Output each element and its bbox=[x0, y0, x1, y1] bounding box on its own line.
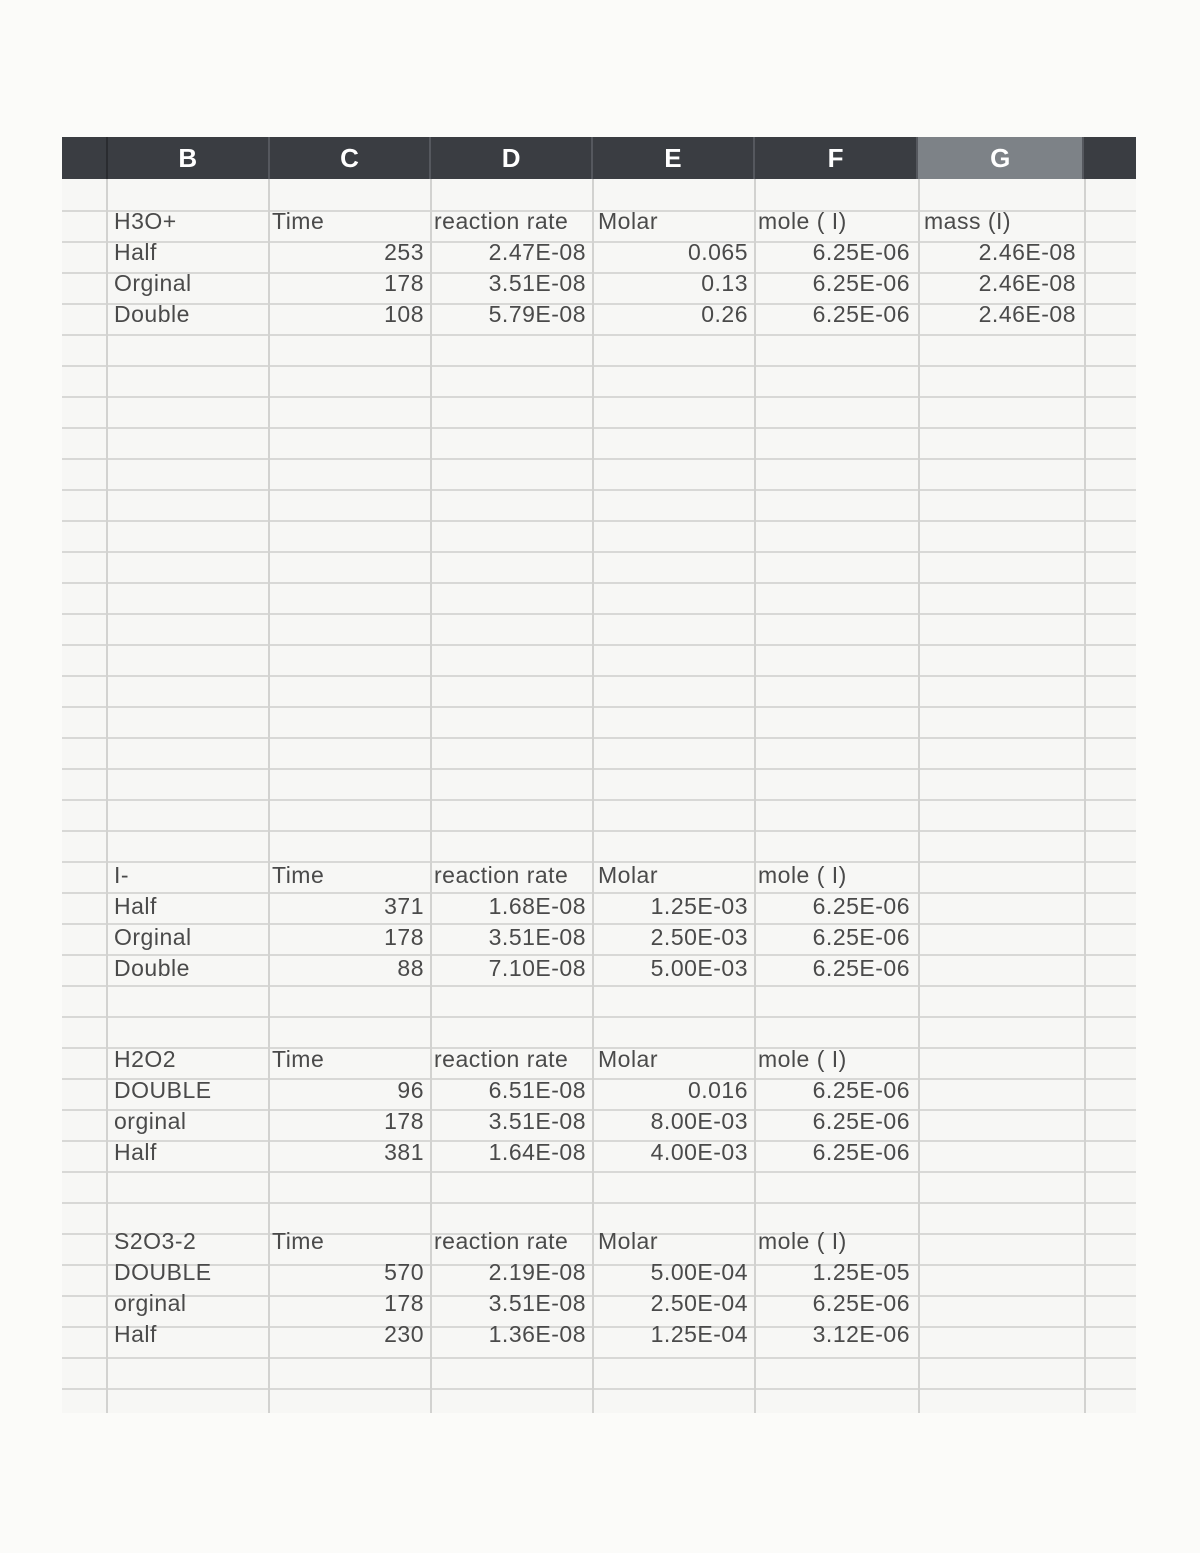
row-gridline bbox=[62, 737, 1136, 739]
value-cell[interactable]: 1.64E-08 bbox=[488, 1139, 586, 1165]
value-cell[interactable]: 2.19E-08 bbox=[488, 1259, 586, 1285]
row-label-cell[interactable]: Half bbox=[114, 893, 157, 919]
header-cell[interactable]: mole ( I) bbox=[758, 862, 847, 888]
value-cell[interactable]: 3.51E-08 bbox=[488, 1290, 586, 1316]
header-cell[interactable]: H2O2 bbox=[114, 1046, 177, 1072]
value-cell[interactable]: 6.25E-06 bbox=[812, 239, 910, 265]
row-gridline bbox=[62, 427, 1136, 429]
row-label-cell[interactable]: Orginal bbox=[114, 924, 192, 950]
value-cell[interactable]: 2.46E-08 bbox=[978, 301, 1076, 327]
value-cell[interactable]: 6.25E-06 bbox=[812, 924, 910, 950]
header-cell[interactable]: Molar bbox=[598, 208, 659, 234]
value-cell[interactable]: 6.25E-06 bbox=[812, 1077, 910, 1103]
column-gridline bbox=[754, 179, 756, 1413]
row-gridline bbox=[62, 706, 1136, 708]
value-cell[interactable]: 0.26 bbox=[701, 301, 748, 327]
header-cell[interactable]: reaction rate bbox=[434, 208, 569, 234]
header-cell[interactable]: mole ( I) bbox=[758, 1228, 847, 1254]
row-gridline bbox=[62, 365, 1136, 367]
value-cell[interactable]: 371 bbox=[384, 893, 424, 919]
row-gridline bbox=[62, 520, 1136, 522]
header-cell[interactable]: Molar bbox=[598, 1228, 659, 1254]
value-cell[interactable]: 2.50E-03 bbox=[650, 924, 748, 950]
value-cell[interactable]: 8.00E-03 bbox=[650, 1108, 748, 1134]
select-all-corner[interactable] bbox=[62, 137, 108, 179]
value-cell[interactable]: 178 bbox=[384, 924, 424, 950]
row-gridline bbox=[62, 1202, 1136, 1204]
column-gridline bbox=[918, 179, 920, 1413]
value-cell[interactable]: 0.13 bbox=[701, 270, 748, 296]
column-header-bar bbox=[62, 137, 1136, 179]
value-cell[interactable]: 6.25E-06 bbox=[812, 270, 910, 296]
column-header-e[interactable]: E bbox=[593, 137, 755, 179]
row-label-cell[interactable]: orginal bbox=[114, 1108, 187, 1134]
value-cell[interactable]: 1.25E-04 bbox=[650, 1321, 748, 1347]
value-cell[interactable]: 6.51E-08 bbox=[488, 1077, 586, 1103]
column-gridline bbox=[1084, 179, 1086, 1413]
header-cell[interactable]: S2O3-2 bbox=[114, 1228, 197, 1254]
value-cell[interactable]: 7.10E-08 bbox=[488, 955, 586, 981]
row-gridline bbox=[62, 458, 1136, 460]
row-gridline bbox=[62, 1016, 1136, 1018]
value-cell[interactable]: 6.25E-06 bbox=[812, 893, 910, 919]
row-label-cell[interactable]: orginal bbox=[114, 1290, 187, 1316]
column-header-b[interactable]: B bbox=[108, 137, 270, 179]
row-label-cell[interactable]: Half bbox=[114, 1321, 157, 1347]
value-cell[interactable]: 6.25E-06 bbox=[812, 301, 910, 327]
row-label-cell[interactable]: DOUBLE bbox=[114, 1259, 212, 1285]
value-cell[interactable]: 178 bbox=[384, 270, 424, 296]
header-cell[interactable]: Molar bbox=[598, 1046, 659, 1072]
value-cell[interactable]: 178 bbox=[384, 1290, 424, 1316]
header-cell[interactable]: reaction rate bbox=[434, 862, 569, 888]
column-header-d[interactable]: D bbox=[431, 137, 593, 179]
value-cell[interactable]: 5.00E-04 bbox=[650, 1259, 748, 1285]
row-gridline bbox=[62, 768, 1136, 770]
row-gridline bbox=[62, 830, 1136, 832]
column-gridline bbox=[268, 179, 270, 1413]
value-cell[interactable]: 381 bbox=[384, 1139, 424, 1165]
row-label-cell[interactable]: Double bbox=[114, 301, 190, 327]
header-cell[interactable]: mass (I) bbox=[924, 208, 1012, 234]
value-cell[interactable]: 108 bbox=[384, 301, 424, 327]
row-label-cell[interactable]: Double bbox=[114, 955, 190, 981]
value-cell[interactable]: 88 bbox=[397, 955, 424, 981]
value-cell[interactable]: 4.00E-03 bbox=[650, 1139, 748, 1165]
row-gridline bbox=[62, 985, 1136, 987]
value-cell[interactable]: 2.50E-04 bbox=[650, 1290, 748, 1316]
header-cell[interactable]: I- bbox=[114, 862, 130, 888]
header-cell[interactable]: H3O+ bbox=[114, 208, 177, 234]
value-cell[interactable]: 6.25E-06 bbox=[812, 1108, 910, 1134]
value-cell[interactable]: 3.51E-08 bbox=[488, 270, 586, 296]
value-cell[interactable]: 2.46E-08 bbox=[978, 239, 1076, 265]
header-cell[interactable]: Time bbox=[272, 1046, 325, 1072]
row-gridline bbox=[62, 613, 1136, 615]
header-cell[interactable]: reaction rate bbox=[434, 1046, 569, 1072]
row-gridline bbox=[62, 1388, 1136, 1390]
value-cell[interactable]: 1.68E-08 bbox=[488, 893, 586, 919]
row-gridline bbox=[62, 1171, 1136, 1173]
column-gridline bbox=[592, 179, 594, 1413]
value-cell[interactable]: 5.00E-03 bbox=[650, 955, 748, 981]
value-cell[interactable]: 230 bbox=[384, 1321, 424, 1347]
value-cell[interactable]: 570 bbox=[384, 1259, 424, 1285]
value-cell[interactable]: 3.51E-08 bbox=[488, 924, 586, 950]
value-cell[interactable]: 253 bbox=[384, 239, 424, 265]
value-cell[interactable]: 0.065 bbox=[687, 239, 748, 265]
value-cell[interactable]: 1.25E-05 bbox=[812, 1259, 910, 1285]
value-cell[interactable]: 6.25E-06 bbox=[812, 1290, 910, 1316]
row-label-cell[interactable]: DOUBLE bbox=[114, 1077, 212, 1103]
value-cell[interactable]: 6.25E-06 bbox=[812, 1139, 910, 1165]
column-header-g[interactable]: G bbox=[918, 137, 1084, 179]
row-gridline bbox=[62, 1357, 1136, 1359]
header-cell[interactable]: Time bbox=[272, 862, 325, 888]
header-cell[interactable]: reaction rate bbox=[434, 1228, 569, 1254]
row-gridline bbox=[62, 334, 1136, 336]
value-cell[interactable]: 2.46E-08 bbox=[978, 270, 1076, 296]
row-gridline bbox=[62, 582, 1136, 584]
value-cell[interactable]: 3.12E-06 bbox=[812, 1321, 910, 1347]
row-label-cell[interactable]: Half bbox=[114, 239, 157, 265]
row-label-cell[interactable]: Half bbox=[114, 1139, 157, 1165]
header-cell[interactable]: Molar bbox=[598, 862, 659, 888]
column-header-f[interactable]: F bbox=[755, 137, 919, 179]
row-gridline bbox=[62, 675, 1136, 677]
spreadsheet bbox=[62, 137, 1136, 1413]
header-cell[interactable]: Time bbox=[272, 208, 325, 234]
column-gridline bbox=[106, 179, 108, 1413]
value-cell[interactable]: 178 bbox=[384, 1108, 424, 1134]
row-gridline bbox=[62, 551, 1136, 553]
value-cell[interactable]: 96 bbox=[397, 1077, 424, 1103]
column-gridline bbox=[430, 179, 432, 1413]
value-cell[interactable]: 3.51E-08 bbox=[488, 1108, 586, 1134]
value-cell[interactable]: 5.79E-08 bbox=[488, 301, 586, 327]
column-header-h[interactable] bbox=[1084, 137, 1136, 179]
row-gridline bbox=[62, 799, 1136, 801]
value-cell[interactable]: 6.25E-06 bbox=[812, 955, 910, 981]
value-cell[interactable]: 1.25E-03 bbox=[650, 893, 748, 919]
column-header-c[interactable]: C bbox=[270, 137, 432, 179]
header-cell[interactable]: mole ( I) bbox=[758, 1046, 847, 1072]
row-gridline bbox=[62, 396, 1136, 398]
value-cell[interactable]: 0.016 bbox=[687, 1077, 748, 1103]
row-gridline bbox=[62, 489, 1136, 491]
row-gridline bbox=[62, 644, 1136, 646]
row-label-cell[interactable]: Orginal bbox=[114, 270, 192, 296]
value-cell[interactable]: 1.36E-08 bbox=[488, 1321, 586, 1347]
header-cell[interactable]: mole ( I) bbox=[758, 208, 847, 234]
value-cell[interactable]: 2.47E-08 bbox=[488, 239, 586, 265]
header-cell[interactable]: Time bbox=[272, 1228, 325, 1254]
